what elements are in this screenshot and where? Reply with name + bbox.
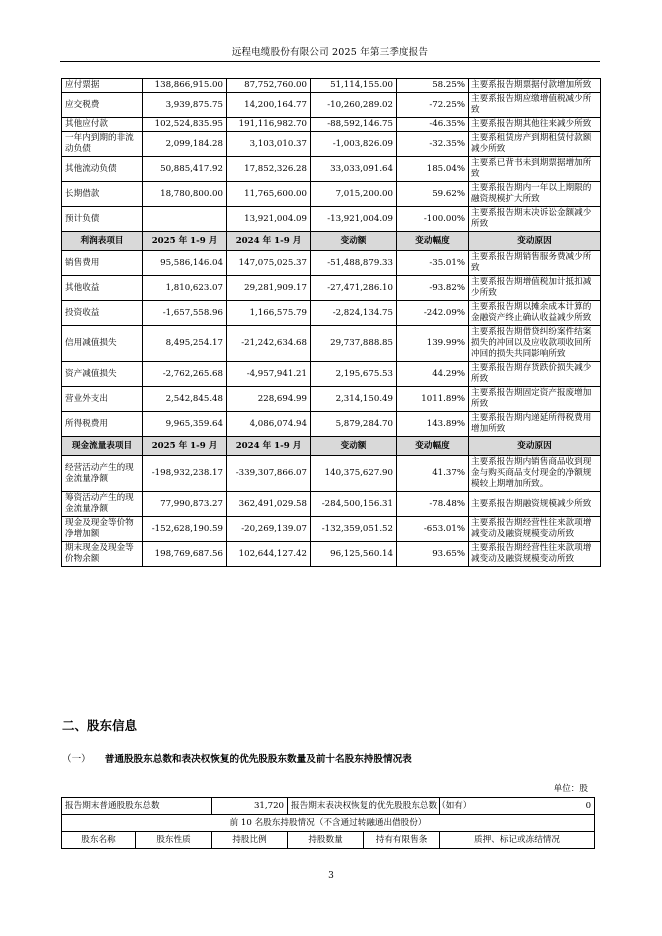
- cell-reason: 主要系报告期借贷纠纷案件结案损失的冲回以及应收款项收回所冲回的损失共同影响所致: [469, 326, 601, 362]
- col-holding-quantity: 持股数量: [288, 832, 364, 849]
- cell-b: -339,307,866.07: [227, 456, 311, 492]
- cell-a: 198,769,687.56: [143, 542, 227, 567]
- cell-b: 87,752,760.00: [227, 79, 311, 93]
- cell-reason: 主要系报告期经营性往来款项增减变动及融资规模变动所致: [469, 542, 601, 567]
- cell-a: 1,810,623.07: [143, 276, 227, 301]
- cell-a: 95,586,146.04: [143, 251, 227, 276]
- balance-row: [62, 118, 601, 132]
- cell-name: 现金及现金等价物净增加额: [62, 517, 143, 542]
- cell-name: 应交税费: [62, 93, 143, 118]
- total-shareholders-label: 报告期末普通股股东总数: [62, 798, 212, 815]
- page-header: 远程电缆股份有限公司 2025 年第三季度报告: [231, 47, 429, 58]
- cell-reason: 主要系报告期以摊余成本计算的金融资产终止确认收益减少所致: [469, 301, 601, 326]
- header-c: 变动额: [311, 437, 397, 456]
- cell-c: 5,879,284.70: [311, 412, 397, 437]
- cell-b: -20,269,139.07: [227, 517, 311, 542]
- col-shareholder-type: 股东性质: [136, 832, 212, 849]
- cell-name: 期末现金及现金等价物余额: [62, 542, 143, 567]
- header-b: 2024 年 1-9 月: [227, 437, 311, 456]
- col-restricted-shares: 持有有限售条: [364, 832, 440, 849]
- cell-b: 13,921,004.09: [227, 207, 311, 232]
- cell-b: -4,957,941.21: [227, 362, 311, 387]
- cell-reason: 主要系报告期内递延所得税费用增加所致: [469, 412, 601, 437]
- cell-d: -653.01%: [397, 517, 469, 542]
- header-reason: 变动原因: [469, 232, 601, 251]
- cell-d: 139.99%: [397, 326, 469, 362]
- header-name: 利润表项目: [62, 232, 143, 251]
- cell-d: -32.35%: [397, 132, 469, 157]
- cell-c: 140,375,627.90: [311, 456, 397, 492]
- cell-reason: 主要系报告期应缴增值税减少所致: [469, 93, 601, 118]
- cell-c: 51,114,155.00: [311, 79, 397, 93]
- header-c: 变动额: [311, 232, 397, 251]
- page-number: 3: [328, 871, 334, 881]
- header-d: 变动幅度: [397, 232, 469, 251]
- cell-c: 7,015,200.00: [311, 182, 397, 207]
- cell-c: -1,003,826.09: [311, 132, 397, 157]
- cell-reason: 主要系报告期经营性往来款项增减变动及融资规模变动所致: [469, 517, 601, 542]
- cell-name: 营业外支出: [62, 387, 143, 412]
- cell-name: 长期借款: [62, 182, 143, 207]
- cell-name: 信用减值损失: [62, 326, 143, 362]
- cell-d: -35.01%: [397, 251, 469, 276]
- top10-title-row: [62, 815, 595, 832]
- cell-b: 14,200,164.77: [227, 93, 311, 118]
- header-a: 2025 年 1-9 月: [143, 232, 227, 251]
- cell-reason: 主要系报告期增值税加计抵扣减少所致: [469, 276, 601, 301]
- cell-reason: 主要系报告期融资规模减少所致: [469, 492, 601, 517]
- cell-name: 其他应付款: [62, 118, 143, 132]
- cell-a: 2,542,845.48: [143, 387, 227, 412]
- cell-a: 2,099,184.28: [143, 132, 227, 157]
- balance-row: [62, 157, 601, 182]
- income-row: [62, 301, 601, 326]
- cell-name: 其他收益: [62, 276, 143, 301]
- cell-b: 11,765,600.00: [227, 182, 311, 207]
- header-d: 变动幅度: [397, 437, 469, 456]
- cell-c: -27,471,286.10: [311, 276, 397, 301]
- cell-d: 185.04%: [397, 157, 469, 182]
- cell-a: 77,990,873.27: [143, 492, 227, 517]
- cell-name: 一年内到期的非流动负债: [62, 132, 143, 157]
- subsection-number: （一）: [62, 754, 91, 765]
- cell-reason: 主要系租赁房产到期租赁付款额减少所致: [469, 132, 601, 157]
- cell-name: 所得税费用: [62, 412, 143, 437]
- cell-a: 18,780,800.00: [143, 182, 227, 207]
- cell-d: 59.62%: [397, 182, 469, 207]
- balance-row: [62, 132, 601, 157]
- cell-c: 2,314,150.49: [311, 387, 397, 412]
- cell-b: 3,103,010.37: [227, 132, 311, 157]
- cell-reason: 主要系报告期内一年以上期限的融资规模扩大所致: [469, 182, 601, 207]
- cell-d: 58.25%: [397, 79, 469, 93]
- cell-b: 102,644,127.42: [227, 542, 311, 567]
- cell-a: 138,866,915.00: [143, 79, 227, 93]
- cell-reason: 主要系报告期内销售商品收到现金与购买商品支付现金的净额规模较上期增加所致。: [469, 456, 601, 492]
- cell-name: 其他流动负债: [62, 157, 143, 182]
- balance-row: [62, 207, 601, 232]
- top10-title: 前 10 名股东持股情况（不含通过转融通出借股份）: [62, 815, 595, 832]
- balance-row: [62, 93, 601, 118]
- cell-d: 41.37%: [397, 456, 469, 492]
- col-holding-ratio: 持股比例: [212, 832, 288, 849]
- cell-c: -51,488,879.33: [311, 251, 397, 276]
- cell-a: 9,965,359.64: [143, 412, 227, 437]
- cash-row: [62, 492, 601, 517]
- cell-a: -198,932,238.17: [143, 456, 227, 492]
- cash-header-row: [62, 437, 601, 456]
- cell-reason: 主要系报告期固定资产报废增加所致: [469, 387, 601, 412]
- total-shareholders-value: 31,720: [212, 798, 288, 815]
- cell-d: 143.89%: [397, 412, 469, 437]
- cell-c: 33,033,091.64: [311, 157, 397, 182]
- income-row: [62, 387, 601, 412]
- cell-b: 362,491,029.58: [227, 492, 311, 517]
- col-pledge-status: 质押、标记或冻结情况: [440, 832, 595, 849]
- cash-row: [62, 456, 601, 492]
- cell-a: -1,657,558.96: [143, 301, 227, 326]
- cell-c: -13,921,004.09: [311, 207, 397, 232]
- cell-a: -152,628,190.59: [143, 517, 227, 542]
- cell-d: 1011.89%: [397, 387, 469, 412]
- income-row: [62, 326, 601, 362]
- cash-row: [62, 517, 601, 542]
- income-header-row: [62, 232, 601, 251]
- unit-label: 单位：股: [553, 784, 588, 794]
- cell-c: -284,500,156.31: [311, 492, 397, 517]
- financial-changes-table: [61, 78, 601, 567]
- cell-reason: 主要系报告期末决诉讼金额减少所致: [469, 207, 601, 232]
- cell-d: -78.48%: [397, 492, 469, 517]
- subsection-title: [62, 751, 622, 765]
- shareholder-table: [61, 797, 595, 849]
- cell-a: [143, 207, 227, 232]
- header-a: 2025 年 1-9 月: [143, 437, 227, 456]
- cell-d: 44.29%: [397, 362, 469, 387]
- header-name: 现金流量表项目: [62, 437, 143, 456]
- balance-row: [62, 182, 601, 207]
- subsection-text: 普通股股东总数和表决权恢复的优先股股东数量及前十名股东持股情况表: [104, 754, 412, 765]
- column-header-row: [62, 832, 595, 849]
- header-b: 2024 年 1-9 月: [227, 232, 311, 251]
- cell-reason: 主要系报告期销售服务费减少所致: [469, 251, 601, 276]
- header-reason: 变动原因: [469, 437, 601, 456]
- cell-b: -21,242,634.68: [227, 326, 311, 362]
- income-row: [62, 276, 601, 301]
- cell-d: -93.82%: [397, 276, 469, 301]
- cash-row: [62, 542, 601, 567]
- shareholder-total-row: [62, 798, 595, 815]
- cell-b: 191,116,982.70: [227, 118, 311, 132]
- cell-name: 资产减值损失: [62, 362, 143, 387]
- cell-reason: 主要系报告期其他往来减少所致: [469, 118, 601, 132]
- cell-d: -72.25%: [397, 93, 469, 118]
- cell-d: -242.09%: [397, 301, 469, 326]
- cell-b: 4,086,074.94: [227, 412, 311, 437]
- cell-c: 96,125,560.14: [311, 542, 397, 567]
- cell-b: 29,281,909.17: [227, 276, 311, 301]
- cell-name: 销售费用: [62, 251, 143, 276]
- cell-reason: 主要系报告期存货跌价损失减少所致: [469, 362, 601, 387]
- cell-c: -132,359,051.52: [311, 517, 397, 542]
- cell-name: 投资收益: [62, 301, 143, 326]
- cell-c: 2,195,675.53: [311, 362, 397, 387]
- cell-c: -2,824,134.75: [311, 301, 397, 326]
- cell-d: -100.00%: [397, 207, 469, 232]
- preferred-shareholders-label: 报告期末表决权恢复的优先股股东总数（如有）: [288, 798, 440, 815]
- cell-name: 筹资活动产生的现金流量净额: [62, 492, 143, 517]
- cell-b: 147,075,025.37: [227, 251, 311, 276]
- header-rule: [60, 61, 600, 62]
- cell-a: -2,762,265.68: [143, 362, 227, 387]
- cell-name: 预计负债: [62, 207, 143, 232]
- cell-a: 3,939,875.75: [143, 93, 227, 118]
- preferred-shareholders-value: 0: [440, 798, 595, 815]
- balance-row: [62, 79, 601, 93]
- cell-c: -10,260,289.02: [311, 93, 397, 118]
- income-row: [62, 362, 601, 387]
- cell-a: 50,885,417.92: [143, 157, 227, 182]
- cell-name: 应付票据: [62, 79, 143, 93]
- cell-c: 29,737,888.85: [311, 326, 397, 362]
- cell-reason: 主要系已背书未到期票据增加所致: [469, 157, 601, 182]
- cell-d: 93.65%: [397, 542, 469, 567]
- col-shareholder-name: 股东名称: [62, 832, 136, 849]
- cell-d: -46.35%: [397, 118, 469, 132]
- section-title: 二、股东信息: [62, 718, 138, 733]
- cell-b: 228,694.99: [227, 387, 311, 412]
- cell-reason: 主要系报告期票据付款增加所致: [469, 79, 601, 93]
- cell-name: 经营活动产生的现金流量净额: [62, 456, 143, 492]
- cell-c: -88,592,146.75: [311, 118, 397, 132]
- cell-a: 8,495,254.17: [143, 326, 227, 362]
- income-row: [62, 412, 601, 437]
- cell-a: 102,524,835.95: [143, 118, 227, 132]
- cell-b: 1,166,575.79: [227, 301, 311, 326]
- cell-b: 17,852,326.28: [227, 157, 311, 182]
- income-row: [62, 251, 601, 276]
